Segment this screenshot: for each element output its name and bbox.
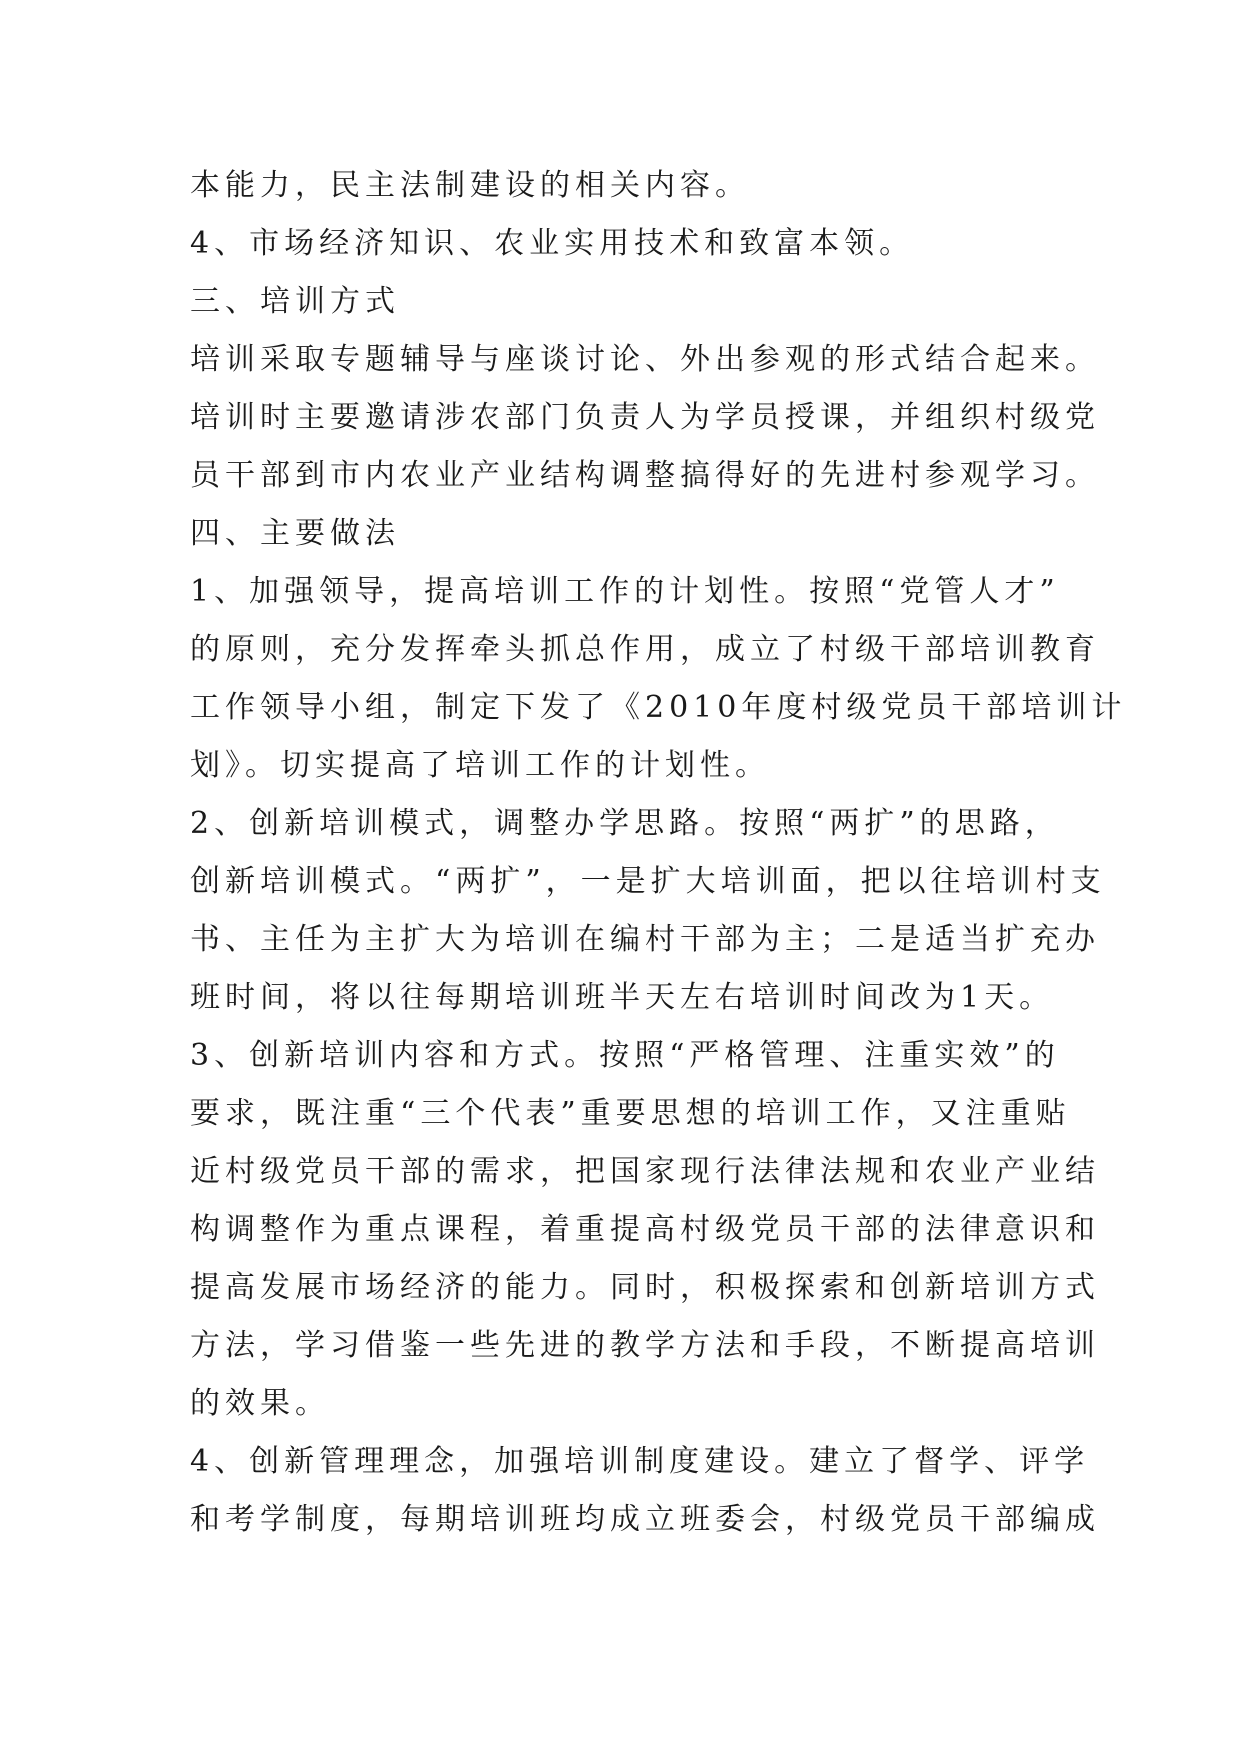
text-line: 的原则，充分发挥牵头抓总作用，成立了村级干部培训教育 xyxy=(190,632,1100,667)
section-heading: 三、培训方式 xyxy=(190,284,400,319)
text-line: 方法，学习借鉴一些先进的教学方法和手段，不断提高培训 xyxy=(190,1328,1100,1363)
text-line: 4、市场经济知识、农业实用技术和致富本领。 xyxy=(190,226,915,261)
text-line: 和考学制度，每期培训班均成立班委会，村级党员干部编成 xyxy=(190,1502,1100,1537)
text-line: 员干部到市内农业产业结构调整搞得好的先进村参观学习。 xyxy=(190,458,1100,493)
document-body xyxy=(190,157,1127,1549)
text-line: 1、加强领导，提高培训工作的计划性。按照“党管人才” xyxy=(190,574,1060,609)
text-line: 培训采取专题辅导与座谈讨论、外出参观的形式结合起来。 xyxy=(190,342,1100,377)
text-line: 的效果。 xyxy=(190,1386,330,1421)
text-line: 近村级党员干部的需求，把国家现行法律法规和农业产业结 xyxy=(190,1154,1100,1189)
text-line: 书、主任为主扩大为培训在编村干部为主；二是适当扩充办 xyxy=(190,922,1100,957)
text-line: 工作领导小组，制定下发了《2010年度村级党员干部培训计 xyxy=(190,690,1127,725)
text-line: 2、创新培训模式，调整办学思路。按照“两扩”的思路， xyxy=(190,806,1060,841)
text-line: 提高发展市场经济的能力。同时，积极探索和创新培训方式 xyxy=(190,1270,1100,1305)
section-heading: 四、主要做法 xyxy=(190,516,400,551)
text-line: 划》。切实提高了培训工作的计划性。 xyxy=(190,748,770,783)
text-line: 构调整作为重点课程，着重提高村级党员干部的法律意识和 xyxy=(190,1212,1100,1247)
text-line: 要求，既注重“三个代表”重要思想的培训工作，又注重贴 xyxy=(190,1096,1071,1131)
text-line: 3、创新培训内容和方式。按照“严格管理、注重实效”的 xyxy=(190,1038,1060,1073)
text-line: 创新培训模式。“两扩”，一是扩大培训面，把以往培训村支 xyxy=(190,864,1106,899)
text-line: 班时间，将以往每期培训班半天左右培训时间改为1天。 xyxy=(190,980,1055,1015)
text-line: 4、创新管理理念，加强培训制度建设。建立了督学、评学 xyxy=(190,1444,1090,1479)
text-line: 培训时主要邀请涉农部门负责人为学员授课，并组织村级党 xyxy=(190,400,1100,435)
text-line: 本能力，民主法制建设的相关内容。 xyxy=(190,168,750,203)
